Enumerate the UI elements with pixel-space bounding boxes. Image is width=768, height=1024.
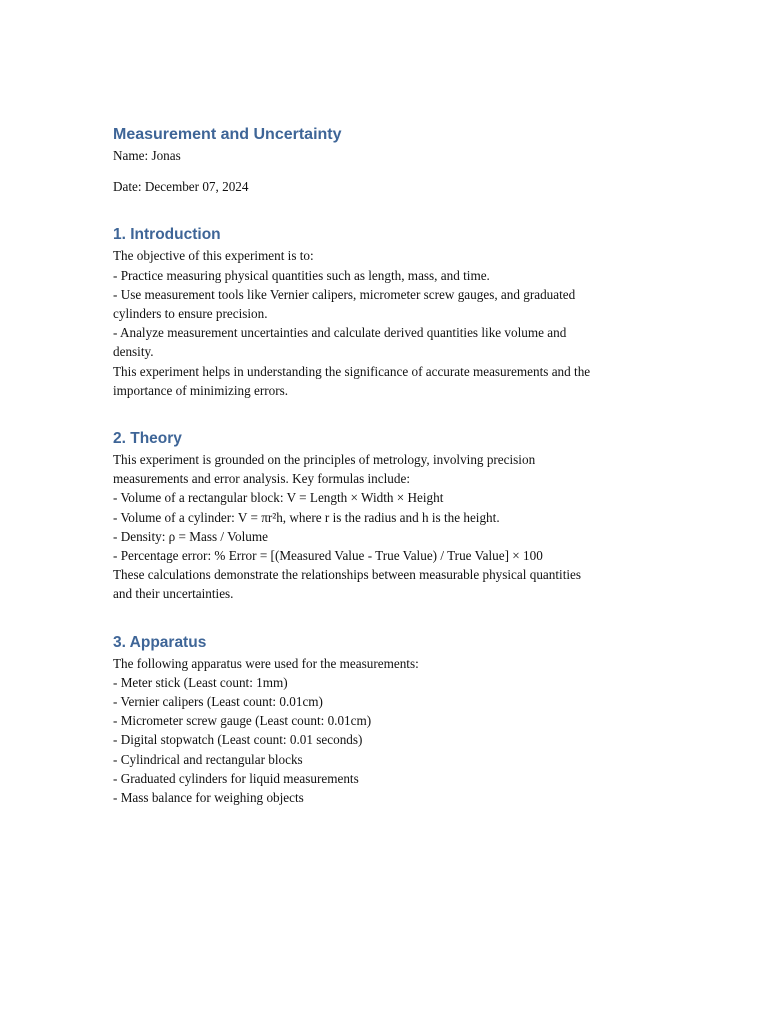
document-page bbox=[113, 124, 658, 807]
introduction-line: importance of minimizing errors. bbox=[113, 382, 289, 398]
spacer bbox=[113, 165, 658, 177]
theory-line: - Volume of a rectangular block: V = Length × Width × Height bbox=[113, 490, 444, 506]
theory-line: - Volume of a cylinder: V = πr²h, where r is the radius and h is the height. bbox=[113, 509, 500, 525]
document-title: Measurement and Uncertainty bbox=[113, 126, 342, 143]
theory-line: measurements and error analysis. Key formulas include: bbox=[113, 471, 410, 487]
introduction-line: This experiment helps in understanding the significance of accurate measurements and the bbox=[113, 363, 591, 379]
introduction-line: The objective of this experiment is to: bbox=[113, 248, 314, 264]
spacer bbox=[113, 400, 658, 428]
section-heading-theory: 2. Theory bbox=[113, 430, 182, 448]
theory-line: - Percentage error: % Error = [(Measured Value - True Value) / True Value] × 100 bbox=[113, 548, 543, 564]
section-body-introduction bbox=[113, 246, 658, 400]
spacer bbox=[113, 604, 658, 632]
apparatus-line: - Graduated cylinders for liquid measurements bbox=[113, 770, 359, 786]
introduction-line: - Use measurement tools like Vernier calipers, micrometer screw gauges, and graduated bbox=[113, 286, 576, 302]
theory-line: and their uncertainties. bbox=[113, 586, 234, 602]
spacer bbox=[113, 196, 658, 224]
introduction-line: cylinders to ensure precision. bbox=[113, 306, 268, 322]
section-heading-apparatus: 3. Apparatus bbox=[113, 633, 207, 651]
apparatus-line: - Mass balance for weighing objects bbox=[113, 790, 304, 806]
theory-line: These calculations demonstrate the relationships between measurable physical quantities bbox=[113, 567, 582, 583]
section-body-theory bbox=[113, 450, 658, 604]
apparatus-line: - Meter stick (Least count: 1mm) bbox=[113, 674, 288, 690]
apparatus-line: The following apparatus were used for the measurements: bbox=[113, 655, 419, 671]
introduction-line: density. bbox=[113, 344, 154, 360]
apparatus-line: - Vernier calipers (Least count: 0.01cm) bbox=[113, 694, 323, 710]
introduction-line: - Practice measuring physical quantities such as length, mass, and time. bbox=[113, 267, 490, 283]
theory-line: - Density: ρ = Mass / Volume bbox=[113, 528, 268, 544]
section-heading-introduction: 1. Introduction bbox=[113, 226, 221, 244]
apparatus-line: - Micrometer screw gauge (Least count: 0.01cm) bbox=[113, 713, 372, 729]
introduction-line: - Analyze measurement uncertainties and calculate derived quantities like volume and bbox=[113, 325, 567, 341]
section-body-apparatus bbox=[113, 654, 658, 808]
theory-line: This experiment is grounded on the principles of metrology, involving precision bbox=[113, 452, 536, 468]
name-line: Name: Jonas bbox=[113, 148, 181, 163]
date-line: Date: December 07, 2024 bbox=[113, 179, 249, 195]
apparatus-line: - Digital stopwatch (Least count: 0.01 seconds) bbox=[113, 732, 363, 748]
apparatus-line: - Cylindrical and rectangular blocks bbox=[113, 751, 303, 767]
